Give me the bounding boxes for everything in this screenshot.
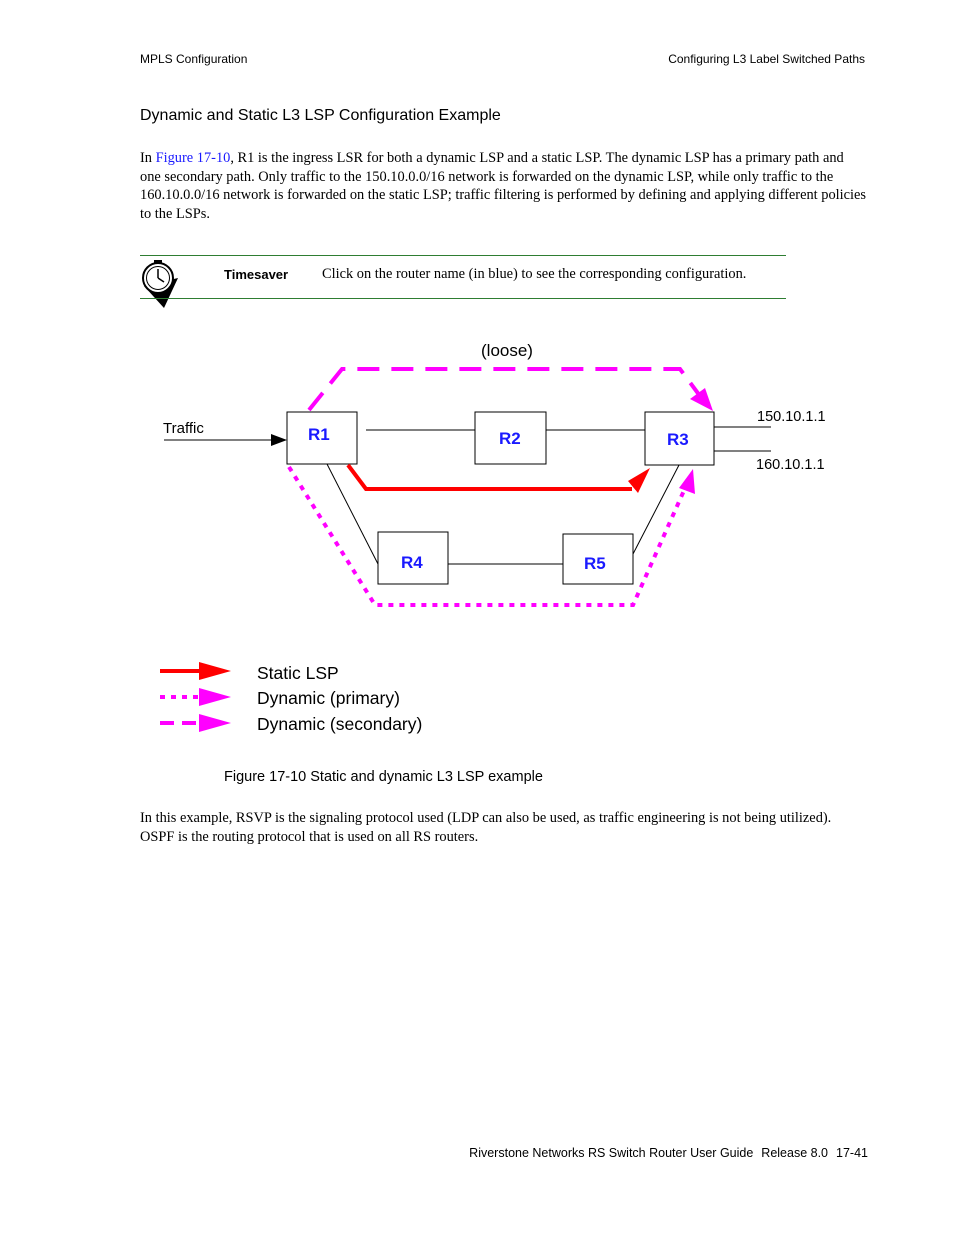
figure-link[interactable]: Figure 17-10: [155, 150, 231, 166]
router-r2-label[interactable]: R2: [499, 429, 521, 448]
legend-secondary-label: Dynamic (secondary): [257, 714, 423, 734]
note-label: Timesaver: [224, 267, 289, 282]
footer-release: Release 8.0: [761, 1146, 829, 1160]
legend: [160, 662, 422, 734]
page-footer: [461, 1146, 868, 1160]
note-bottom-rule: [140, 298, 786, 299]
address-160-label: 160.10.1.1: [756, 457, 825, 473]
dynamic-secondary-path: [309, 369, 700, 410]
page-header-left: MPLS Configuration: [140, 52, 248, 66]
footer-guide: Riverstone Networks RS Switch Router User Guide: [469, 1146, 754, 1160]
timesaver-clock-icon: [138, 258, 188, 310]
legend-primary-label: Dynamic (primary): [257, 688, 400, 708]
legend-static-label: Static LSP: [257, 663, 339, 683]
intro-rest: , R1 is the ingress LSR for both a dynamic LSP and a static LSP. The dynamic LSP has a primary path and one secondary path. Only traffic to the 150.10.0.0/16 network is forwarded on the dynamic LSP, while only traffic to the 160.10.0.0/16 network is forwarded on the static LSP; traffic filtering is performed by defining and applying different policies to the LSPs.: [140, 150, 867, 222]
dynamic-secondary-arrowhead: [690, 388, 713, 411]
lsp-diagram: [0, 320, 954, 760]
page-header-right: Configuring L3 Label Switched Paths: [668, 52, 865, 66]
note-top-rule: [140, 255, 786, 256]
traffic-arrowhead: [271, 434, 287, 446]
legend-primary-arrow-icon: [199, 688, 231, 706]
static-lsp-path: [348, 465, 632, 489]
legend-static-arrow-icon: [199, 662, 231, 680]
loose-label: (loose): [481, 341, 533, 360]
router-r1-label[interactable]: R1: [308, 425, 330, 444]
dynamic-primary-arrowhead: [679, 469, 695, 494]
legend-secondary-arrow-icon: [199, 714, 231, 732]
footer-page-number: 17-41: [836, 1146, 868, 1160]
note-text: Click on the router name (in blue) to see the corresponding configuration.: [322, 266, 747, 282]
address-150-label: 150.10.1.1: [757, 409, 826, 425]
router-r4-label[interactable]: R4: [401, 553, 423, 572]
section-title: Dynamic and Static L3 LSP Configuration Example: [140, 107, 501, 124]
outro-paragraph: In this example, RSVP is the signaling protocol used (LDP can also be used, as traffic engineering is not being utilized). OSPF is the routing protocol that is used on all RS routers.: [140, 810, 832, 845]
router-r3-label[interactable]: R3: [667, 430, 689, 449]
figure-caption: Figure 17-10 Static and dynamic L3 LSP example: [224, 769, 543, 785]
traffic-label: Traffic: [163, 420, 204, 437]
router-r5-label[interactable]: R5: [584, 554, 606, 573]
intro-paragraph: [140, 149, 868, 223]
intro-lead: In: [140, 150, 156, 166]
